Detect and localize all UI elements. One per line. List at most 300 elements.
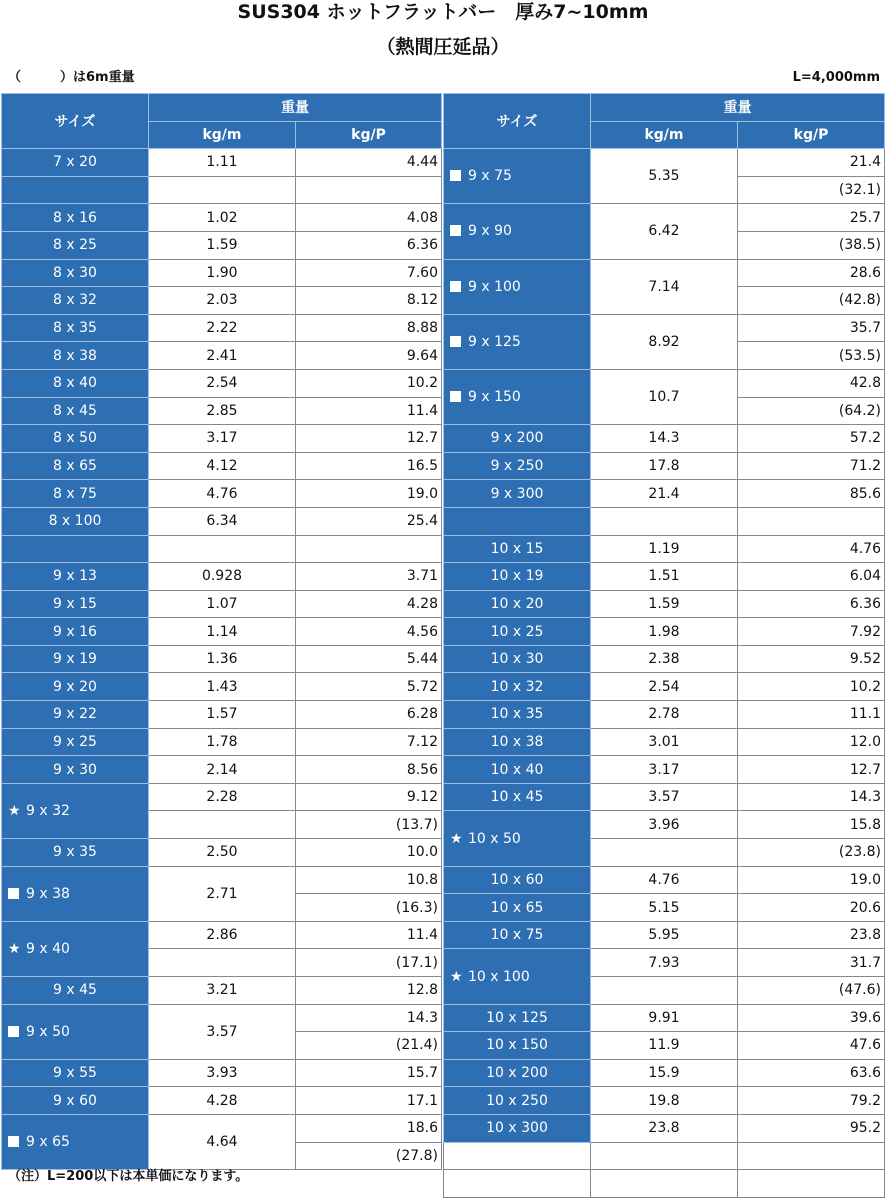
white-square-icon [450, 168, 468, 184]
size-cell: 8 x 30 [2, 259, 149, 287]
size-label: 10 x 100 [468, 968, 530, 985]
table-row [444, 1142, 885, 1170]
kgp-cell: 14.3 [296, 1004, 442, 1032]
table-row [2, 1004, 442, 1032]
kgp-cell: 4.08 [296, 204, 442, 232]
size-cell: 8 x 16 [2, 204, 149, 232]
star-icon [450, 831, 468, 847]
size-cell: 10 x 75 [444, 921, 591, 949]
size-label: 9 x 40 [26, 940, 70, 957]
table-row [2, 314, 442, 342]
size-cell: 9 x 20 [2, 673, 149, 701]
kgm-cell: 7.93 [591, 949, 738, 977]
kgm-cell [591, 507, 738, 535]
size-cell: 9 x 30 [2, 756, 149, 784]
kgm-cell: 4.76 [591, 866, 738, 894]
table-row [444, 369, 885, 397]
kgp-cell: 9.12 [296, 783, 442, 811]
kgp-6m-cell: (21.4) [296, 1032, 442, 1060]
kgm-cell: 2.85 [149, 397, 296, 425]
kgm-cell: 1.19 [591, 535, 738, 563]
kgp-cell: 3.71 [296, 563, 442, 591]
kgm-cell: 14.3 [591, 425, 738, 453]
table-row [2, 287, 442, 315]
kgp-cell: 4.44 [296, 149, 442, 177]
size-cell [444, 259, 591, 314]
table-row [444, 507, 885, 535]
weight-table-right [443, 93, 885, 1198]
kgm-cell: 1.36 [149, 645, 296, 673]
star-icon [8, 803, 26, 819]
white-square-icon [450, 223, 468, 239]
weight-table-right-body [444, 149, 885, 1198]
table-row [2, 563, 442, 591]
kgm-cell: 1.51 [591, 563, 738, 591]
kgm-cell: 2.54 [149, 369, 296, 397]
kgp-cell: 5.44 [296, 645, 442, 673]
white-square-icon [450, 279, 468, 295]
kgm-cell: 23.8 [591, 1114, 738, 1142]
size-cell: 10 x 15 [444, 535, 591, 563]
kgm-cell: 6.42 [591, 204, 738, 259]
kgm-cell: 2.50 [149, 839, 296, 867]
table-row [444, 590, 885, 618]
size-label: 9 x 75 [468, 168, 512, 185]
table-row [444, 1087, 885, 1115]
size-cell: 10 x 45 [444, 783, 591, 811]
size-label: 9 x 150 [468, 389, 521, 406]
kgp-cell: 39.6 [738, 1004, 885, 1032]
kgm-cell: 1.78 [149, 728, 296, 756]
table-row [444, 811, 885, 839]
table-row [444, 894, 885, 922]
kgp-cell: 6.36 [738, 590, 885, 618]
size-cell: 10 x 25 [444, 618, 591, 646]
length-note: L=4,000mm [792, 70, 880, 85]
kgp-cell: 11.4 [296, 397, 442, 425]
table-row [2, 728, 442, 756]
size-cell [444, 507, 591, 535]
kgp-cell: 7.60 [296, 259, 442, 287]
kgp-header: kg/P [296, 121, 442, 149]
size-cell: 10 x 125 [444, 1004, 591, 1032]
kgm-cell: 2.86 [149, 921, 296, 949]
kgm-cell [149, 535, 296, 563]
kgm-cell: 0.928 [149, 563, 296, 591]
kgm-cell: 6.34 [149, 507, 296, 535]
kgm-cell: 1.02 [149, 204, 296, 232]
kgp-cell: 8.88 [296, 314, 442, 342]
kgm-cell: 8.92 [591, 314, 738, 369]
kgp-cell: 42.8 [738, 369, 885, 397]
kgp-cell: 18.6 [296, 1114, 442, 1142]
kgp-cell: 11.1 [738, 701, 885, 729]
size-cell: 8 x 75 [2, 480, 149, 508]
kgp-cell: 63.6 [738, 1059, 885, 1087]
table-row [2, 397, 442, 425]
kgm-cell: 2.41 [149, 342, 296, 370]
size-cell: 8 x 32 [2, 287, 149, 315]
footnote: （注）L=200以下は本単価になります。 [8, 1169, 249, 1184]
kgp-cell: 57.2 [738, 425, 885, 453]
size-cell [444, 949, 591, 1004]
page-subtitle: （熱間圧延品） [376, 36, 510, 58]
kgp-cell: 9.64 [296, 342, 442, 370]
kgp-cell: 17.1 [296, 1087, 442, 1115]
page-title: SUS304 ホットフラットバー 厚み7~10mm [237, 1, 649, 23]
kgp-cell: 15.8 [738, 811, 885, 839]
white-square-icon [8, 1024, 26, 1040]
kgm-cell: 9.91 [591, 1004, 738, 1032]
kgm-cell: 3.57 [591, 783, 738, 811]
table-row [2, 204, 442, 232]
kgp-cell: 21.4 [738, 149, 885, 177]
kgp-cell: 15.7 [296, 1059, 442, 1087]
kgm-cell: 10.7 [591, 369, 738, 424]
six-meter-weight-note: （ ）は6m重量 [8, 70, 135, 85]
size-cell: 10 x 40 [444, 756, 591, 784]
size-cell [444, 149, 591, 204]
size-cell: 9 x 60 [2, 1087, 149, 1115]
kgp-6m-cell: (17.1) [296, 949, 442, 977]
table-row [2, 673, 442, 701]
kgp-cell: 7.12 [296, 728, 442, 756]
kgp-cell: 23.8 [738, 921, 885, 949]
white-square-icon [8, 886, 26, 902]
table-row [2, 977, 442, 1005]
table-row [2, 149, 442, 177]
kgm-cell: 4.12 [149, 452, 296, 480]
size-label: 10 x 50 [468, 830, 521, 847]
kgm-cell: 4.28 [149, 1087, 296, 1115]
kgm-cell: 2.28 [149, 783, 296, 811]
table-row [2, 618, 442, 646]
kgm-cell: 1.59 [591, 590, 738, 618]
weight-table-left [1, 93, 442, 1170]
kgp-cell [738, 1170, 885, 1198]
size-cell: 10 x 30 [444, 645, 591, 673]
kgp-cell: 7.92 [738, 618, 885, 646]
size-label: 9 x 65 [26, 1134, 70, 1151]
size-cell: 10 x 20 [444, 590, 591, 618]
kgm-cell: 2.03 [149, 287, 296, 315]
size-cell [2, 535, 149, 563]
kgm-cell [591, 1170, 738, 1198]
size-cell: 9 x 55 [2, 1059, 149, 1087]
table-row [444, 949, 885, 977]
size-cell [444, 811, 591, 866]
kgp-cell [296, 535, 442, 563]
size-cell: 8 x 65 [2, 452, 149, 480]
table-row [2, 507, 442, 535]
size-cell: 8 x 45 [2, 397, 149, 425]
size-header: サイズ [2, 94, 149, 149]
size-cell: 9 x 250 [444, 452, 591, 480]
size-label: 9 x 32 [26, 802, 70, 819]
kgm-cell: 3.57 [149, 1004, 296, 1059]
size-cell: 9 x 13 [2, 563, 149, 591]
table-row [2, 342, 442, 370]
kgp-cell: 8.12 [296, 287, 442, 315]
size-cell: 10 x 65 [444, 894, 591, 922]
kgm-cell: 2.54 [591, 673, 738, 701]
size-cell: 10 x 60 [444, 866, 591, 894]
size-cell [444, 1142, 591, 1170]
table-row [444, 1114, 885, 1142]
kgm-cell: 3.01 [591, 728, 738, 756]
kgp-cell: 10.2 [738, 673, 885, 701]
size-cell: 10 x 150 [444, 1032, 591, 1060]
kgm-cell: 1.43 [149, 673, 296, 701]
kgm-cell: 3.96 [591, 811, 738, 839]
table-row [2, 1114, 442, 1142]
table-row [2, 425, 442, 453]
size-cell: 9 x 35 [2, 839, 149, 867]
table-row [444, 921, 885, 949]
kgp-cell: 25.4 [296, 507, 442, 535]
kgm-cell: 2.38 [591, 645, 738, 673]
size-cell [444, 1170, 591, 1198]
table-row [2, 176, 442, 204]
table-row [444, 425, 885, 453]
kgm-cell: 1.59 [149, 231, 296, 259]
white-square-icon [450, 389, 468, 405]
size-cell: 10 x 38 [444, 728, 591, 756]
size-cell: 9 x 300 [444, 480, 591, 508]
table-row [444, 783, 885, 811]
kgm-cell: 1.90 [149, 259, 296, 287]
kgm-cell: 3.17 [591, 756, 738, 784]
size-label: 9 x 50 [26, 1023, 70, 1040]
kgm-cell: 15.9 [591, 1059, 738, 1087]
table-row [444, 618, 885, 646]
kgm-cell: 7.14 [591, 259, 738, 314]
kgp-cell: 6.04 [738, 563, 885, 591]
size-cell: 8 x 35 [2, 314, 149, 342]
kgp-6m-cell: (64.2) [738, 397, 885, 425]
size-cell: 7 x 20 [2, 149, 149, 177]
kgm-cell-empty [149, 949, 296, 977]
size-cell: 9 x 22 [2, 701, 149, 729]
table-row [444, 701, 885, 729]
kgm-cell: 11.9 [591, 1032, 738, 1060]
size-label: 9 x 90 [468, 223, 512, 240]
kgm-cell-empty [591, 977, 738, 1005]
kgp-cell: 31.7 [738, 949, 885, 977]
size-cell: 9 x 25 [2, 728, 149, 756]
kgp-6m-cell: (16.3) [296, 894, 442, 922]
size-cell: 8 x 50 [2, 425, 149, 453]
size-cell: 8 x 38 [2, 342, 149, 370]
kgm-cell: 4.76 [149, 480, 296, 508]
kgp-cell: 16.5 [296, 452, 442, 480]
size-cell: 8 x 40 [2, 369, 149, 397]
kgp-cell: 95.2 [738, 1114, 885, 1142]
kgp-6m-cell: (23.8) [738, 839, 885, 867]
size-cell: 10 x 19 [444, 563, 591, 591]
table-row [2, 839, 442, 867]
kgm-cell: 2.14 [149, 756, 296, 784]
table-row [444, 1170, 885, 1198]
kgp-6m-cell: (47.6) [738, 977, 885, 1005]
kgp-cell [738, 507, 885, 535]
table-row [2, 535, 442, 563]
kgp-cell: 6.28 [296, 701, 442, 729]
table-row [444, 259, 885, 287]
size-cell: 9 x 15 [2, 590, 149, 618]
kgp-cell: 10.2 [296, 369, 442, 397]
size-cell: 8 x 25 [2, 231, 149, 259]
table-row [444, 866, 885, 894]
size-cell [2, 783, 149, 838]
size-cell: 8 x 100 [2, 507, 149, 535]
table-row [2, 921, 442, 949]
kgp-cell: 20.6 [738, 894, 885, 922]
kgp-cell: 10.8 [296, 866, 442, 894]
kgp-cell: 6.36 [296, 231, 442, 259]
kgp-cell: 79.2 [738, 1087, 885, 1115]
table-row [444, 673, 885, 701]
table-row [2, 259, 442, 287]
size-cell [2, 176, 149, 204]
table-row [2, 701, 442, 729]
size-cell: 10 x 200 [444, 1059, 591, 1087]
kgp-6m-cell: (32.1) [738, 176, 885, 204]
kgp-cell [296, 176, 442, 204]
kgp-cell: 47.6 [738, 1032, 885, 1060]
table-row [444, 1032, 885, 1060]
kgm-cell: 1.14 [149, 618, 296, 646]
kgp-cell: 28.6 [738, 259, 885, 287]
kgp-cell: 19.0 [738, 866, 885, 894]
kgm-cell: 2.78 [591, 701, 738, 729]
kgm-cell: 2.22 [149, 314, 296, 342]
table-row [2, 783, 442, 811]
kgp-cell: 4.28 [296, 590, 442, 618]
table-row [444, 452, 885, 480]
kgm-cell: 3.21 [149, 977, 296, 1005]
size-cell: 9 x 19 [2, 645, 149, 673]
kgm-cell: 1.11 [149, 149, 296, 177]
kgp-cell: 71.2 [738, 452, 885, 480]
kgm-cell: 5.35 [591, 149, 738, 204]
size-cell [2, 921, 149, 976]
size-cell [2, 866, 149, 921]
table-row [2, 452, 442, 480]
kgp-header: kg/P [738, 121, 885, 149]
size-cell: 9 x 200 [444, 425, 591, 453]
kgm-cell [591, 1142, 738, 1170]
kgp-cell: 4.56 [296, 618, 442, 646]
table-row [2, 756, 442, 784]
star-icon [450, 969, 468, 985]
kgm-cell: 21.4 [591, 480, 738, 508]
size-cell [444, 204, 591, 259]
size-header: サイズ [444, 94, 591, 149]
kgm-cell: 1.57 [149, 701, 296, 729]
table-row [2, 1087, 442, 1115]
size-cell: 10 x 300 [444, 1114, 591, 1142]
table-row [444, 149, 885, 177]
weight-table-left-body [2, 149, 442, 1170]
kgm-cell-empty [149, 811, 296, 839]
kgp-cell: 8.56 [296, 756, 442, 784]
weight-header: 重量 [149, 94, 442, 122]
kgp-cell [738, 1142, 885, 1170]
kgp-6m-cell: (27.8) [296, 1142, 442, 1170]
kgp-6m-cell: (42.8) [738, 287, 885, 315]
table-row [444, 314, 885, 342]
kgm-cell: 1.98 [591, 618, 738, 646]
kgm-cell [149, 176, 296, 204]
size-label: 9 x 38 [26, 885, 70, 902]
size-cell: 10 x 250 [444, 1087, 591, 1115]
size-cell: 10 x 32 [444, 673, 591, 701]
table-row [444, 535, 885, 563]
size-label: 9 x 125 [468, 333, 521, 350]
table-row [444, 1059, 885, 1087]
kgp-cell: 11.4 [296, 921, 442, 949]
table-row [2, 1059, 442, 1087]
kgp-cell: 25.7 [738, 204, 885, 232]
white-square-icon [450, 334, 468, 350]
kgp-6m-cell: (38.5) [738, 231, 885, 259]
kgm-cell: 3.17 [149, 425, 296, 453]
kgm-header: kg/m [149, 121, 296, 149]
kgp-cell: 35.7 [738, 314, 885, 342]
table-row [2, 369, 442, 397]
table-row [444, 480, 885, 508]
table-row [2, 645, 442, 673]
kgp-cell: 4.76 [738, 535, 885, 563]
table-row [444, 204, 885, 232]
size-cell: 9 x 16 [2, 618, 149, 646]
kgm-cell: 2.71 [149, 866, 296, 921]
kgp-cell: 10.0 [296, 839, 442, 867]
kgm-header: kg/m [591, 121, 738, 149]
size-cell [444, 369, 591, 424]
kgp-6m-cell: (13.7) [296, 811, 442, 839]
size-cell [2, 1114, 149, 1169]
kgp-cell: 85.6 [738, 480, 885, 508]
size-cell [2, 1004, 149, 1059]
kgp-cell: 14.3 [738, 783, 885, 811]
kgp-cell: 5.72 [296, 673, 442, 701]
table-row [444, 756, 885, 784]
kgp-cell: 12.7 [738, 756, 885, 784]
table-row [444, 563, 885, 591]
size-cell: 9 x 45 [2, 977, 149, 1005]
kgp-cell: 19.0 [296, 480, 442, 508]
size-cell [444, 314, 591, 369]
kgp-6m-cell: (53.5) [738, 342, 885, 370]
size-label: 9 x 100 [468, 278, 521, 295]
kgm-cell: 17.8 [591, 452, 738, 480]
kgm-cell: 4.64 [149, 1114, 296, 1169]
kgm-cell-empty [591, 839, 738, 867]
kgp-cell: 9.52 [738, 645, 885, 673]
kgm-cell: 1.07 [149, 590, 296, 618]
weight-header: 重量 [591, 94, 885, 122]
kgp-cell: 12.8 [296, 977, 442, 1005]
white-square-icon [8, 1134, 26, 1150]
kgm-cell: 5.15 [591, 894, 738, 922]
table-row [2, 866, 442, 894]
table-row [2, 590, 442, 618]
kgm-cell: 19.8 [591, 1087, 738, 1115]
table-row [444, 1004, 885, 1032]
size-cell: 10 x 35 [444, 701, 591, 729]
